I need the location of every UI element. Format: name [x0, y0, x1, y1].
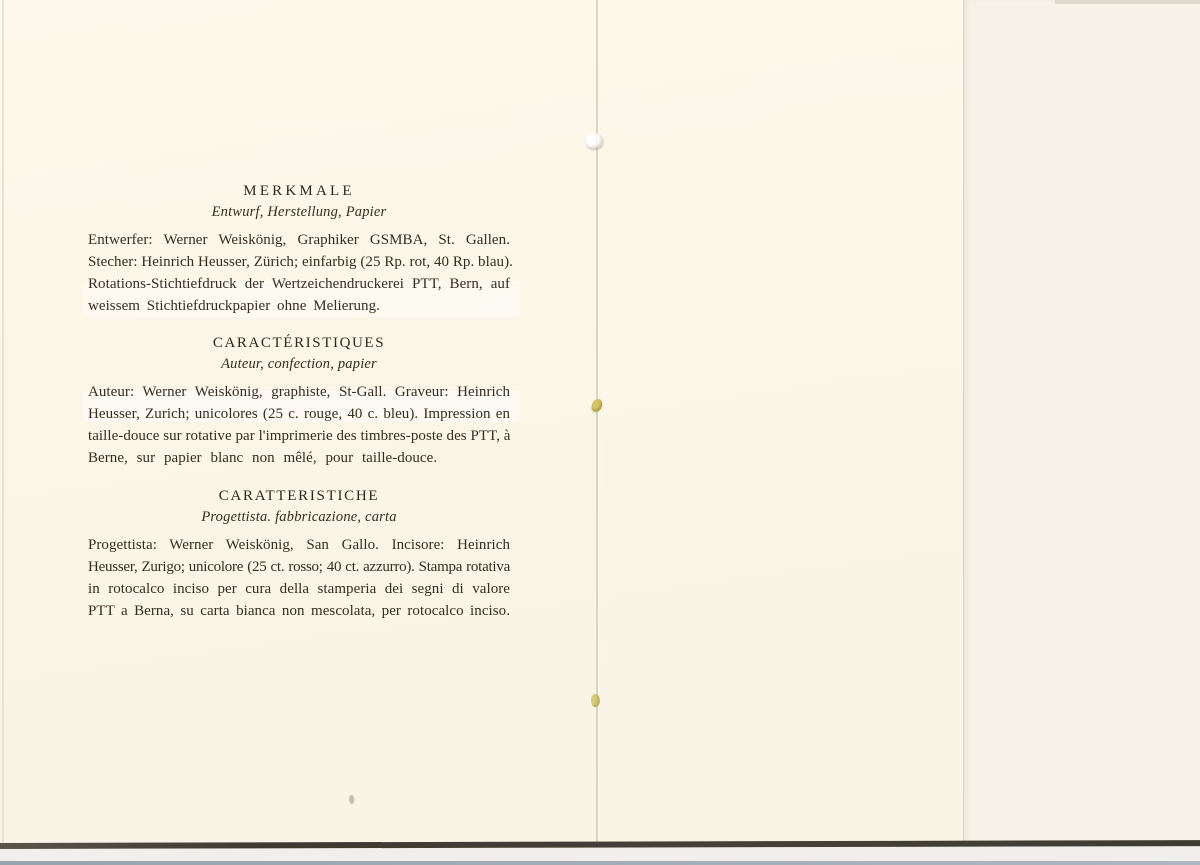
paragraph-french [88, 381, 510, 469]
section-title-italian: CARATTERISTICHE [218, 488, 380, 504]
paragraph-line: Entwerfer: Werner Weiskönig, Graphiker GSMBA, St. Gallen. [88, 232, 510, 248]
section-subtitle-german: Entwurf, Herstellung, Papier [211, 204, 387, 220]
paragraph-line: Heusser, Zurigo; unicolore (25 ct. rosso; 40 ct. azzurro). Stampa rotativa [88, 559, 510, 575]
paragraph-line: PTT a Berna, su carta bianca non mescolata, per rotocalco inciso. [88, 603, 510, 619]
section-title-french: CARACTÉRISTIQUES [212, 335, 386, 351]
left-page-edge-shadow [2, 0, 4, 846]
paragraph-line: weissem Stichtiefdruckpapier ohne Melierung. [88, 298, 380, 314]
paragraph-line: Stecher: Heinrich Heusser, Zürich; einfarbig (25 Rp. rot, 40 Rp. blau). [88, 254, 513, 270]
printed-text-block [88, 183, 513, 623]
scan-bottom-border [0, 861, 1200, 865]
section-subtitle-italian: Progettista. fabbricazione, carta [201, 509, 397, 525]
top-edge-shadow [1055, 0, 1200, 4]
paragraph-italian [88, 534, 510, 622]
section-french [88, 335, 510, 469]
section-italian [88, 488, 510, 622]
section-subtitle-french: Auteur, confection, papier [221, 356, 377, 372]
underlying-page-edge-strip [963, 0, 1200, 846]
center-fold-line [596, 0, 598, 846]
section-german [88, 183, 513, 317]
paragraph-line: Progettista: Werner Weiskönig, San Gallo. Incisore: Heinrich [88, 537, 510, 553]
staple-stain [590, 693, 601, 707]
paragraph-line: Auteur: Werner Weiskönig, graphiste, St-Gall. Graveur: Heinrich [88, 384, 510, 400]
staple-stain [591, 398, 603, 413]
fold-notch-mark [584, 131, 604, 150]
paragraph-line: taille-douce sur rotative par l'imprimerie des timbres-poste des PTT, à [88, 428, 511, 444]
paragraph-line: Berne, sur papier blanc non mêlé, pour taille-douce. [88, 450, 438, 466]
paper-speck [349, 795, 354, 804]
paragraph-line: Heusser, Zurich; unicolores (25 c. rouge, 40 c. bleu). Impression en [88, 406, 510, 422]
paragraph-german [88, 229, 513, 317]
section-title-german: MERKMALE [243, 183, 355, 199]
paragraph-line: in rotocalco inciso per cura della stamperia dei segni di valore [88, 581, 510, 597]
paragraph-line: Rotations-Stichtiefdruck der Wertzeichendruckerei PTT, Bern, auf [88, 276, 510, 292]
